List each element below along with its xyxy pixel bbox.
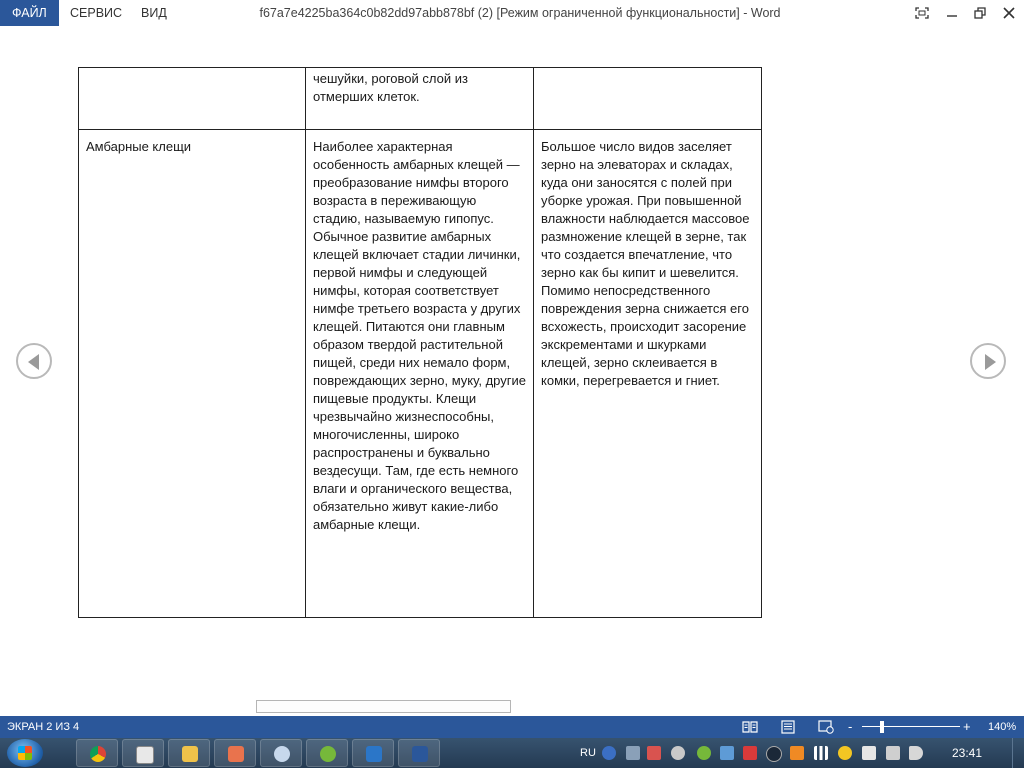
word-icon xyxy=(412,746,428,762)
signal-icon[interactable] xyxy=(814,746,828,760)
start-button[interactable] xyxy=(7,739,43,767)
table-cell[interactable]: Большое число видов заселяет зерно на элеваторах и складах, куда они заносятся с полей при уборке урожая. При повышенной влажности наблюдается массовое размножение клещей в зерне, так что создается впечатление, что зерно как бы кипит и шевелится. Помимо непосредственного повреждения зерна снижается его всхожесть, происходит засорение экскрементами и шкурками клещей, зерно склеивается в комки, перегревается и гниет. xyxy=(534,130,762,618)
paint-icon xyxy=(274,746,290,762)
windows-logo-icon xyxy=(18,746,32,760)
window-title: f67a7e4225ba364c0b82dd97abb878bf (2) [Режим ограниченной функциональности] - Word xyxy=(259,6,781,20)
menu-file[interactable]: ФАЙЛ xyxy=(0,0,59,26)
zoom-level[interactable]: 140% xyxy=(988,721,1017,733)
horizontal-scrollbar[interactable] xyxy=(256,700,511,713)
previous-screen-button[interactable] xyxy=(16,343,52,379)
minimize-icon xyxy=(946,7,958,19)
media-icon xyxy=(228,746,244,762)
tray-app-icon[interactable] xyxy=(671,746,685,760)
help-icon[interactable] xyxy=(602,746,616,760)
menu-view[interactable]: ВИД xyxy=(141,6,167,20)
taskbar-utorrent[interactable] xyxy=(306,739,348,767)
restore-button[interactable] xyxy=(966,0,994,26)
taskbar-chrome[interactable] xyxy=(76,739,118,767)
table-cell[interactable] xyxy=(534,68,762,130)
status-bar xyxy=(0,716,1024,738)
language-bar-icon[interactable] xyxy=(626,746,640,760)
prev-arrow-icon xyxy=(28,354,39,370)
taskbar-word[interactable] xyxy=(398,739,440,767)
taskbar xyxy=(0,738,1024,768)
next-arrow-icon xyxy=(985,354,996,370)
table-cell[interactable] xyxy=(79,68,306,130)
table-cell[interactable]: Амбарные клещи xyxy=(79,130,306,618)
menu-service[interactable]: СЕРВИС xyxy=(70,6,123,20)
zoom-out-button[interactable]: - xyxy=(848,719,853,734)
taskbar-paint[interactable] xyxy=(260,739,302,767)
title-bar xyxy=(0,0,1024,26)
utorrent-icon xyxy=(320,746,336,762)
close-button[interactable] xyxy=(995,0,1023,26)
web-layout-icon xyxy=(818,719,834,735)
restore-icon xyxy=(974,7,986,19)
utorrent-tray-icon[interactable] xyxy=(697,746,711,760)
screen-counter: ЭКРАН 2 ИЗ 4 xyxy=(7,721,80,733)
print-layout-button[interactable] xyxy=(780,719,796,735)
read-mode-icon xyxy=(742,719,758,735)
fullscreen-button[interactable] xyxy=(908,0,936,26)
action-center-flag-icon[interactable] xyxy=(862,746,876,760)
device-icon[interactable] xyxy=(886,746,900,760)
close-icon xyxy=(1003,7,1015,19)
show-desktop-button[interactable] xyxy=(1012,738,1024,768)
taskbar-media[interactable] xyxy=(214,739,256,767)
taskbar-explorer[interactable] xyxy=(168,739,210,767)
table-row xyxy=(79,68,762,130)
read-mode-button[interactable] xyxy=(742,719,758,735)
chrome-icon xyxy=(90,746,106,762)
steam-icon[interactable] xyxy=(766,746,782,762)
tray-app3-icon[interactable] xyxy=(838,746,852,760)
works-icon xyxy=(136,746,154,764)
table-cell[interactable]: чешуйки, роговой слой из отмерших клеток. xyxy=(306,68,534,130)
clock[interactable]: 23:41 xyxy=(952,746,983,760)
taskbar-works[interactable] xyxy=(122,739,164,767)
minimize-button[interactable] xyxy=(938,0,966,26)
taskbar-lync[interactable] xyxy=(352,739,394,767)
table-row xyxy=(79,130,762,618)
zoom-slider[interactable] xyxy=(862,726,960,727)
tray-app2-icon[interactable] xyxy=(790,746,804,760)
table-cell[interactable]: Наиболее характерная особенность амбарных клещей — преобразование нимфы второго возраста в переживающую стадию, называемую гипопус. Обычное развитие амбарных клещей включает стадии личинки, первой нимфы и следующей нимфы, которая соответствует нимфе третьего возраста у других клещей. Питаются они главным образом твердой растительной пищей, среди них немало форм, повреждающих зерно, муку, другие пищевые продукты. Клещи чрезвычайно жизнеспособны, многочисленны, широко распространены и буквально вездесущи. Там, где есть немного влаги и органического вещества, обязательно живут какие-либо амбарные клещи. xyxy=(306,130,534,618)
nx-icon[interactable] xyxy=(647,746,661,760)
zoom-in-button[interactable]: + xyxy=(963,719,971,734)
folder-icon xyxy=(182,746,198,762)
document-table xyxy=(78,67,762,618)
print-layout-icon xyxy=(780,719,796,735)
zoom-slider-thumb[interactable] xyxy=(880,721,884,733)
language-indicator[interactable]: RU xyxy=(580,747,596,759)
lync-icon xyxy=(366,746,382,762)
tray-tool-icon[interactable] xyxy=(720,746,734,760)
next-screen-button[interactable] xyxy=(970,343,1006,379)
antivirus-icon[interactable] xyxy=(743,746,757,760)
fullscreen-icon xyxy=(915,7,929,19)
volume-icon[interactable] xyxy=(909,746,923,760)
web-layout-button[interactable] xyxy=(818,719,834,735)
